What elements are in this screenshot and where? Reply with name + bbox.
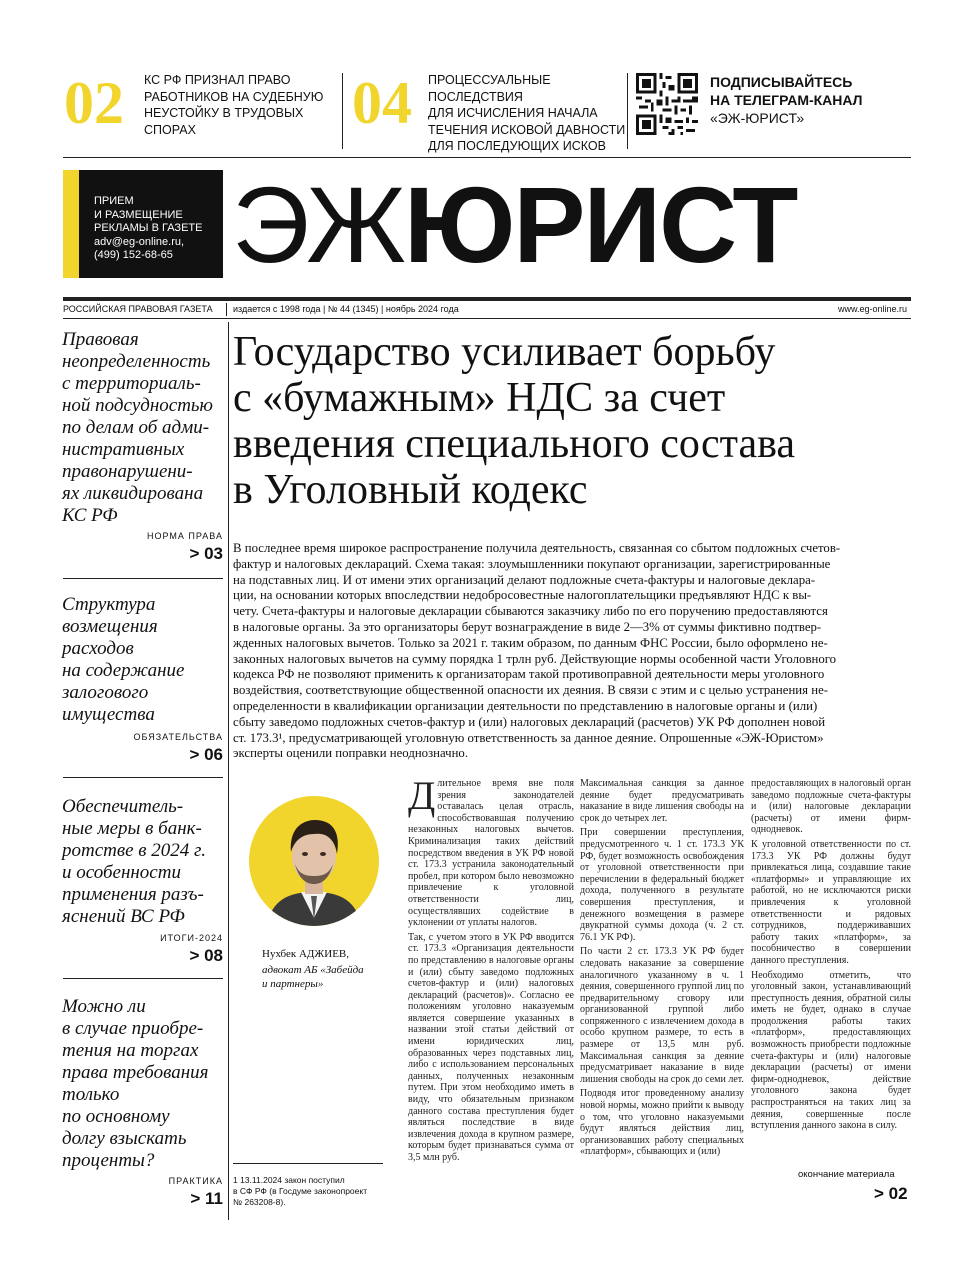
- sidebar-teaser-1-rubric: НОРМА ПРАВА: [147, 531, 223, 541]
- sidebar-teaser-2-page[interactable]: > 06: [189, 745, 223, 764]
- footnote: 1 13.11.2024 закон поступил в СФ РФ (в Госдуме законопроект № 263208-8).: [233, 1175, 368, 1207]
- sidebar-teaser-3-rubric: ИТОГИ-2024: [160, 933, 223, 943]
- author-position: адвокат АБ «Забейда и партнеры»: [262, 964, 364, 990]
- sidebar-teaser-3-title[interactable]: Обеспечитель- ные меры в банк- ротстве в 2024 г. и особенности применения разъ- яснений ВС РФ: [62, 796, 206, 927]
- sidebar-column-rule: [228, 322, 229, 1220]
- author-name: Нухбек АДЖИЕВ,: [262, 948, 350, 960]
- author-photo: [249, 796, 379, 926]
- sidebar-teaser-3-page[interactable]: > 08: [189, 946, 223, 965]
- sidebar-teaser-2-rubric: ОБЯЗАТЕЛЬСТВА: [133, 732, 223, 742]
- qr-code-icon[interactable]: [636, 73, 698, 135]
- sidebar-divider-2: [63, 777, 223, 778]
- dropcap: Д: [408, 773, 436, 818]
- teaser-1-page-number[interactable]: 02: [64, 70, 124, 136]
- masthead-rule: [63, 297, 911, 301]
- article-column-2: Максимальная санкция за данное деяние будет предусматривать наказание в виде лишения свободы на срок до четырех лет. При совершении преступления, предусмотренного ч. 1 ст. 173.3 УК РФ, будет возможность освобождения от уголовной ответственности при перечислении в федеральный бюджет дохода, полученного в результате совершения преступления, и денежного возмещения в размере двукратной суммы дохода (ч. 2 ст. 76.1 УК РФ). По части 2 ст. 173.3 УК РФ будет следовать наказание за совершение аналогичного указанному в ч. 1 деяния, совершенного группой лиц по предварительному сговору или организованной группой либо сопряженного с извлечением дохода в особо крупном размере, то есть в размере от 13,5 млн руб. Максимальная санкция за деяние предусматривает наказание в виде лишения свободы на срок до семи лет. Подводя итог проведенному анализу новой нормы, можно прийти к выводу о том, что уголовно наказуемыми будут являться действия лиц, организовавших работу специальных «платформ», сбывающих и (или): [580, 778, 744, 1158]
- sidebar-teaser-1-page[interactable]: > 03: [189, 544, 223, 563]
- info-bar-divider: [226, 303, 227, 316]
- sidebar-teaser-1-title[interactable]: Правовая неопределенность с территориаль- ной подсудностью по делам об адми- нистративных правонарушени- ях ликвидирована КС РФ: [62, 329, 213, 526]
- footnote-rule: [233, 1163, 383, 1164]
- sidebar-teaser-4-rubric: ПРАКТИКА: [168, 1176, 223, 1186]
- sidebar-teaser-4-page[interactable]: > 11: [190, 1189, 223, 1208]
- teaser-divider-2: [627, 73, 628, 149]
- continuation-label: окончание материала: [798, 1169, 895, 1180]
- article-headline: Государство усиливает борьбу с «бумажным» НДС за счет введения специального состава в Уголовный кодекс: [233, 329, 796, 513]
- advertising-contacts: ПРИЕМ И РАЗМЕЩЕНИЕ РЕКЛАМЫ В ГАЗЕТЕ adv@eg-online.ru, (499) 152-68-65: [94, 195, 222, 263]
- article-column-3: предоставляющих в налоговый орган заведомо подложные счета-фактуры и (или) налоговые декларации (расчеты) от имени фирм-однодневок. К уголовной ответственности по ст. 173.3 УК РФ должны будут привлекаться лица, создавшие такие «платформы» и управляющие их работой, но не исключаются риски привлечения к уголовной ответственности и рядовых сотрудников, поддерживавших работу таких «платформ», за пособничество в совершении данного преступления. Необходимо отметить, что уголовный закон, устанавливающий преступность деяния, обратной силы иметь не будет, однако в случае продолжения работы таких «платформ», предоставляющих возможность приобрести подложные счета-фактуры и (или) налоговые декларации (расчеты) от имени фирм-однодневок, действие уголовного закона будет распространяться на таких лиц за деяния, совершенные после вступления данного закона в силу.: [751, 778, 911, 1132]
- issue-info: издается с 1998 года | № 44 (1345) | ноябрь 2024 года: [233, 304, 459, 314]
- website-link[interactable]: www.eg-online.ru: [838, 304, 908, 314]
- newspaper-logo[interactable]: ЭЖЮРИСТ: [232, 164, 797, 285]
- telegram-subscribe-link[interactable]: ПОДПИСЫВАЙТЕСЬ НА ТЕЛЕГРАМ-КАНАЛ «ЭЖ-ЮРИСТ»: [710, 74, 863, 126]
- sidebar-divider-1: [63, 578, 223, 579]
- advertising-box-accent: [63, 170, 79, 278]
- info-bar-rule: [63, 318, 911, 319]
- continuation-page-link[interactable]: > 02: [874, 1184, 908, 1203]
- sidebar-divider-3: [63, 978, 223, 979]
- sidebar-teaser-4-title[interactable]: Можно ли в случае приобре- тения на торгах права требования только по основному долгу взыскать проценты?: [62, 996, 209, 1171]
- teaser-1-text[interactable]: КС РФ ПРИЗНАЛ ПРАВО РАБОТНИКОВ НА СУДЕБНУЮ НЕУСТОЙКУ В ТРУДОВЫХ СПОРАХ: [144, 73, 324, 137]
- advertising-email[interactable]: adv@eg-online.ru,: [94, 235, 185, 248]
- newspaper-subtitle: РОССИЙСКАЯ ПРАВОВАЯ ГАЗЕТА: [63, 304, 213, 314]
- article-column-1: Длительное время вне поля зрения законодателей оставалась целая отрасль, способствовавшая получению незаконных налоговых вычетов. Криминализация таких действий посредством введения в УК РФ новой ст. 173.3 устранила законодательный пробел, при котором было невозможно привлечение к уголовной ответственности лиц, осуществлявших содействие в уклонении от уплаты налогов. Так, с учетом этого в УК РФ вводится ст. 173.3 «Организация деятельности по представлению в налоговые органы и (или) сбыту заведомо подложных счетов-фактур и (или) налоговых деклараций (расчетов)». Согласно ее положениям уголовно наказуемым является совершение указанных в названии этой статьи действий от имени юридических лиц, образованных через подставных лиц, либо с использованием персональных данных, полученных незаконным путем. При этом необходимо иметь в виду, что обязательным признаком данного состава преступления будет являться последствие в виде извлечения дохода в крупном размере, которым будет признаваться сумма от 3,5 млн руб.: [408, 773, 574, 1163]
- teaser-2-text[interactable]: ПРОЦЕССУАЛЬНЫЕ ПОСЛЕДСТВИЯ ДЛЯ ИСЧИСЛЕНИЯ НАЧАЛА ТЕЧЕНИЯ ИСКОВОЙ ДАВНОСТИ ДЛЯ ПОСЛЕДУЮЩИХ ИСКОВ: [428, 73, 626, 153]
- top-divider: [63, 157, 911, 158]
- advertising-phone[interactable]: (499) 152-68-65: [94, 249, 173, 261]
- teaser-divider-1: [342, 73, 343, 149]
- sidebar-teaser-2-title[interactable]: Структура возмещения расходов на содержание залогового имущества: [62, 594, 185, 725]
- article-lead: В последнее время широкое распространение получила деятельность, связанная со сбытом подложных счетов- фактур и налоговых деклараций. Схема такая: злоумышленники покупают организации, зарегистрированные на подставных лиц. И от имени этих организаций делают подложные счета-фактуры и налоговые деклара- ции, на основании которых впоследствии недобросовестные налогоплательщики предъявляют НДС к вы- чету. Счета-фактуры и налоговые декларации сбываются заказчику либо по его поручению предоставляются в налоговые органы. За это организаторы берут вознаграждение в виде 2—3% от суммы фиктивно подтвер- жденных налоговых вычетов. Только за 2021 г. таким образом, по данным ФНС России, было оформлено не- законных налоговых вычетов на сумму порядка 1 трлн руб. Действующие нормы особенной части Уголовного кодекса РФ не позволяют применить к организаторам такой противоправной деятельности меры уголовного воздействия, соответствующие общественной опасности их деяния. В связи с этим и с целью устранения не- определенности в квалификации организации деятельности по представлению в налоговые органы и (или) сбыту заведомо подложных счетов-фактур и (или) налоговых деклараций (расчетов) УК РФ дополнен новой ст. 173.3¹, предусматривающей уголовную ответственность за данное деяние. Опрошенные «ЭЖ-Юристом» эксперты оценили поправки неоднозначно.: [233, 541, 841, 761]
- teaser-2-page-number[interactable]: 04: [352, 70, 412, 136]
